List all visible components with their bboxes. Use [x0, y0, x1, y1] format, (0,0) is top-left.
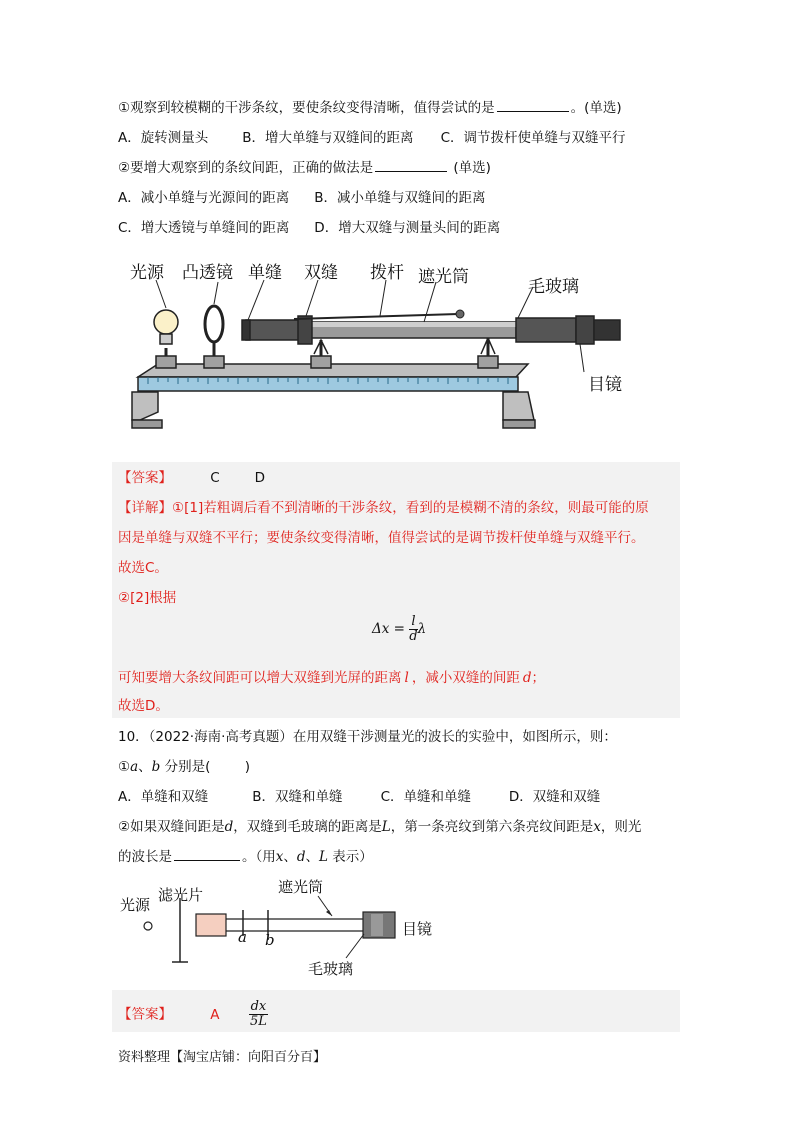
option-c: C．增大透镜与单缝间的距离: [118, 220, 290, 236]
answer-blank: [375, 159, 447, 172]
label-double-slit: 双缝: [304, 263, 338, 283]
q10-header-text: 10．（2022·海南·高考真题）在用双缝干涉测量光的波长的实验中，如图所示，则：: [118, 729, 617, 745]
detail-text-2: 因是单缝与双缝不平行；要使条纹变得清晰，值得尝试的是调节拨杆使单缝与双缝平行。: [118, 530, 645, 546]
answer-tag: 【答案】: [118, 470, 172, 486]
mark-a: a: [238, 928, 247, 946]
formula-fraction: [409, 615, 417, 644]
answer2-line: [118, 1000, 268, 1029]
q10-var-d2: d: [296, 849, 306, 865]
option-a: A．单缝和双缝: [118, 789, 209, 805]
label-shade-tube: 遮光筒: [418, 267, 469, 287]
formula-numerator: l: [411, 613, 416, 629]
fraction-denominator: 5L: [249, 1014, 267, 1029]
q9-sub2-text: ②要增大观察到的条纹间距，正确的做法是: [118, 160, 374, 176]
option-c: C．调节拨杆使单缝与双缝平行: [440, 130, 626, 146]
q10-sub2-text-e: 的波长是: [118, 849, 172, 865]
detail-text-4: ②[2]根据: [118, 590, 177, 606]
option-b: B．减小单缝与双缝间的距离: [314, 190, 486, 206]
q10-sub1-tail: 分别是( ): [160, 759, 250, 775]
q10-sub2-line1: [118, 817, 641, 837]
q9-sub2: [118, 158, 491, 178]
detail-line-4: [118, 588, 176, 608]
label-single-slit: 单缝: [248, 263, 282, 283]
detail-text-5e: ；: [531, 670, 545, 686]
option-d: D．增大双缝与测量头间的距离: [314, 220, 501, 236]
label-light-source: 光源: [130, 263, 164, 283]
detail-line-5: [118, 668, 545, 688]
answer-value-1: C: [210, 470, 220, 486]
answer-blank: [174, 848, 240, 861]
q9-sub1-text: ①观察到较模糊的干涉条纹，要使条纹变得清晰，值得尝试的是: [118, 100, 495, 116]
label-lever: 拨杆: [370, 263, 404, 283]
answer-line-1: [118, 468, 265, 488]
detail-text-5a: 可知要增大条纹间距可以增大双缝到光屏的距离: [118, 670, 402, 686]
q10-sub2-text-b: ，双缝到毛玻璃的距离是: [233, 819, 382, 835]
detail-var-d: d: [522, 670, 532, 686]
detail-text-3: 故选C。: [118, 560, 168, 576]
detail-tag: 【详解】: [118, 500, 172, 516]
label-convex-lens: 凸透镜: [182, 263, 233, 283]
formula-denominator: d: [409, 628, 418, 644]
option-d: D．双缝和双缝: [508, 789, 601, 805]
q10-var-b: b: [151, 759, 161, 775]
option-c: C．单缝和单缝: [380, 789, 472, 805]
option-b: B．双缝和单缝: [252, 789, 343, 805]
answer-fraction: [249, 1000, 269, 1029]
option-b: B．增大单缝与双缝间的距离: [242, 130, 414, 146]
label-eyepiece: 目镜: [588, 375, 622, 395]
q10-var-L: L: [381, 819, 391, 835]
q10-header: [118, 727, 617, 747]
q10-var-a: a: [130, 759, 139, 775]
formula-line: [372, 612, 426, 646]
q9-sub2-options-row1: [118, 188, 486, 208]
formula-lambda: λ: [417, 621, 427, 637]
q9-sub2-tail: (单选): [453, 160, 491, 176]
detail-line-6: [118, 696, 169, 716]
schematic-figure: [118, 874, 458, 984]
q9-sub1-tail: 。(单选): [570, 100, 622, 116]
q10-sub2-text-d: ，则光: [600, 819, 642, 835]
detail-var-l: l: [404, 670, 409, 686]
answer-value: A: [210, 1006, 220, 1023]
q10-sep3: 、: [305, 849, 320, 865]
q10-sub2-text-c: ，第一条亮纹到第六条亮纹间距是: [390, 819, 594, 835]
q10-var-d: d: [224, 819, 234, 835]
q10-sep: 、: [138, 759, 152, 775]
label-shade-tube: 遮光筒: [278, 878, 324, 896]
answer-value-2: D: [254, 470, 265, 486]
answer-tag: 【答案】: [118, 1006, 172, 1023]
q9-sub1-options: [118, 128, 626, 148]
formula-lhs: Δx =: [372, 621, 405, 637]
label-light-source: 光源: [120, 896, 151, 914]
q10-sub2-text-g: 表示）: [328, 849, 373, 865]
q10-var-L2: L: [319, 849, 328, 865]
detail-line-1: [118, 498, 649, 518]
label-ground-glass: 毛玻璃: [528, 277, 579, 297]
q9-sub1: [118, 98, 622, 118]
label-eyepiece: 目镜: [402, 920, 433, 938]
option-a: A．旋转测量头: [118, 130, 209, 146]
q10-sub2-text-f: 。（用: [242, 849, 276, 865]
q10-options: [118, 787, 600, 807]
label-filter: 滤光片: [158, 886, 204, 904]
q10-sub1-num: ①: [118, 759, 131, 775]
q10-var-x2: x: [275, 849, 284, 865]
apparatus-figure: [118, 252, 638, 437]
option-a: A．减小单缝与光源间的距离: [118, 190, 290, 206]
detail-text-6: 故选D。: [118, 698, 169, 714]
fraction-numerator: dx: [250, 999, 267, 1014]
detail-text-5c: ，减小双缝的间距: [411, 670, 520, 686]
detail-line-2: [118, 528, 645, 548]
detail-text-1: ①[1]若粗调后看不到清晰的干涉条纹，看到的是模糊不清的条纹，则最可能的原: [172, 500, 649, 516]
q10-sub2-line2: [118, 847, 373, 867]
footer: [118, 1048, 326, 1068]
answer-blank: [497, 99, 569, 112]
q10-var-x: x: [593, 819, 601, 835]
q10-sub2-text-a: ②如果双缝间距是: [118, 819, 225, 835]
q10-sub1: [118, 757, 250, 777]
label-ground-glass: 毛玻璃: [308, 960, 354, 978]
detail-line-3: [118, 558, 168, 578]
q10-sep2: 、: [283, 849, 297, 865]
footer-text: 资料整理【淘宝店铺：向阳百分百】: [118, 1050, 327, 1065]
mark-b: b: [265, 931, 275, 949]
q9-sub2-options-row2: [118, 218, 500, 238]
